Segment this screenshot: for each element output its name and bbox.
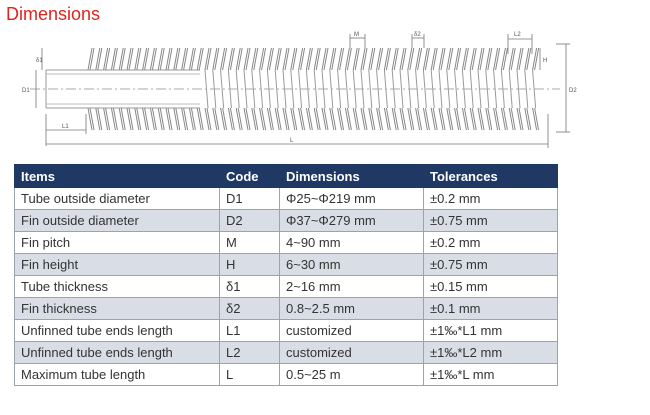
table-row (15, 364, 558, 386)
cell-code: D1 (220, 188, 280, 210)
header-items: Items (15, 165, 220, 188)
cell-code: L (220, 364, 280, 386)
D1-label: D1 (22, 88, 30, 94)
cell-dimensions: 0.8~2.5 mm (280, 298, 424, 320)
cell-tolerance: ±0.2 mm (424, 232, 558, 254)
cell-item: Fin thickness (15, 298, 220, 320)
cell-item: Maximum tube length (15, 364, 220, 386)
table-header-row (15, 165, 558, 188)
cell-item: Fin outside diameter (15, 210, 220, 232)
cell-tolerance: ±0.15 mm (424, 276, 558, 298)
cell-dimensions: 4~90 mm (280, 232, 424, 254)
finned-tube-drawing (0, 26, 650, 154)
cell-dimensions: customized (280, 342, 424, 364)
cell-tolerance: ±0.75 mm (424, 254, 558, 276)
D2-label: D2 (569, 88, 577, 94)
cell-dimensions: 6~30 mm (280, 254, 424, 276)
table-row (15, 298, 558, 320)
cell-code: M (220, 232, 280, 254)
cell-tolerance: ±0.1 mm (424, 298, 558, 320)
table-row (15, 342, 558, 364)
H-label: H (543, 58, 548, 64)
cell-code: H (220, 254, 280, 276)
cell-code: L2 (220, 342, 280, 364)
cell-code: δ1 (220, 276, 280, 298)
cell-item: Tube thickness (15, 276, 220, 298)
L-label: L (290, 138, 294, 144)
cell-tolerance: ±0.75 mm (424, 210, 558, 232)
cell-item: Tube outside diameter (15, 188, 220, 210)
table-row (15, 232, 558, 254)
cell-item: Fin pitch (15, 232, 220, 254)
M-label: M (354, 32, 359, 38)
cell-dimensions: 2~16 mm (280, 276, 424, 298)
dimensions-table (14, 164, 558, 386)
cell-dimensions: Φ25~Φ219 mm (280, 188, 424, 210)
cell-tolerance: ±1‰*L1 mm (424, 320, 558, 342)
delta2-label: δ2 (414, 32, 421, 38)
table-row (15, 276, 558, 298)
L2-label: L2 (514, 32, 521, 38)
L1-label: L1 (62, 124, 69, 130)
header-code: Code (220, 165, 280, 188)
cell-dimensions: Φ37~Φ279 mm (280, 210, 424, 232)
cell-item: Fin height (15, 254, 220, 276)
cell-item: Unfinned tube ends length (15, 320, 220, 342)
cell-dimensions: 0.5~25 m (280, 364, 424, 386)
table-row (15, 254, 558, 276)
delta1-label: δ1 (36, 58, 43, 64)
table-row (15, 320, 558, 342)
cell-tolerance: ±1‰*L2 mm (424, 342, 558, 364)
cell-code: D2 (220, 210, 280, 232)
cell-tolerance: ±1‰*L mm (424, 364, 558, 386)
table-row (15, 210, 558, 232)
cell-code: δ2 (220, 298, 280, 320)
table-row (15, 188, 558, 210)
page-title: Dimensions (6, 4, 101, 24)
cell-code: L1 (220, 320, 280, 342)
header-dimensions: Dimensions (280, 165, 424, 188)
cell-dimensions: customized (280, 320, 424, 342)
header-tolerances: Tolerances (424, 165, 558, 188)
cell-tolerance: ±0.2 mm (424, 188, 558, 210)
cell-item: Unfinned tube ends length (15, 342, 220, 364)
